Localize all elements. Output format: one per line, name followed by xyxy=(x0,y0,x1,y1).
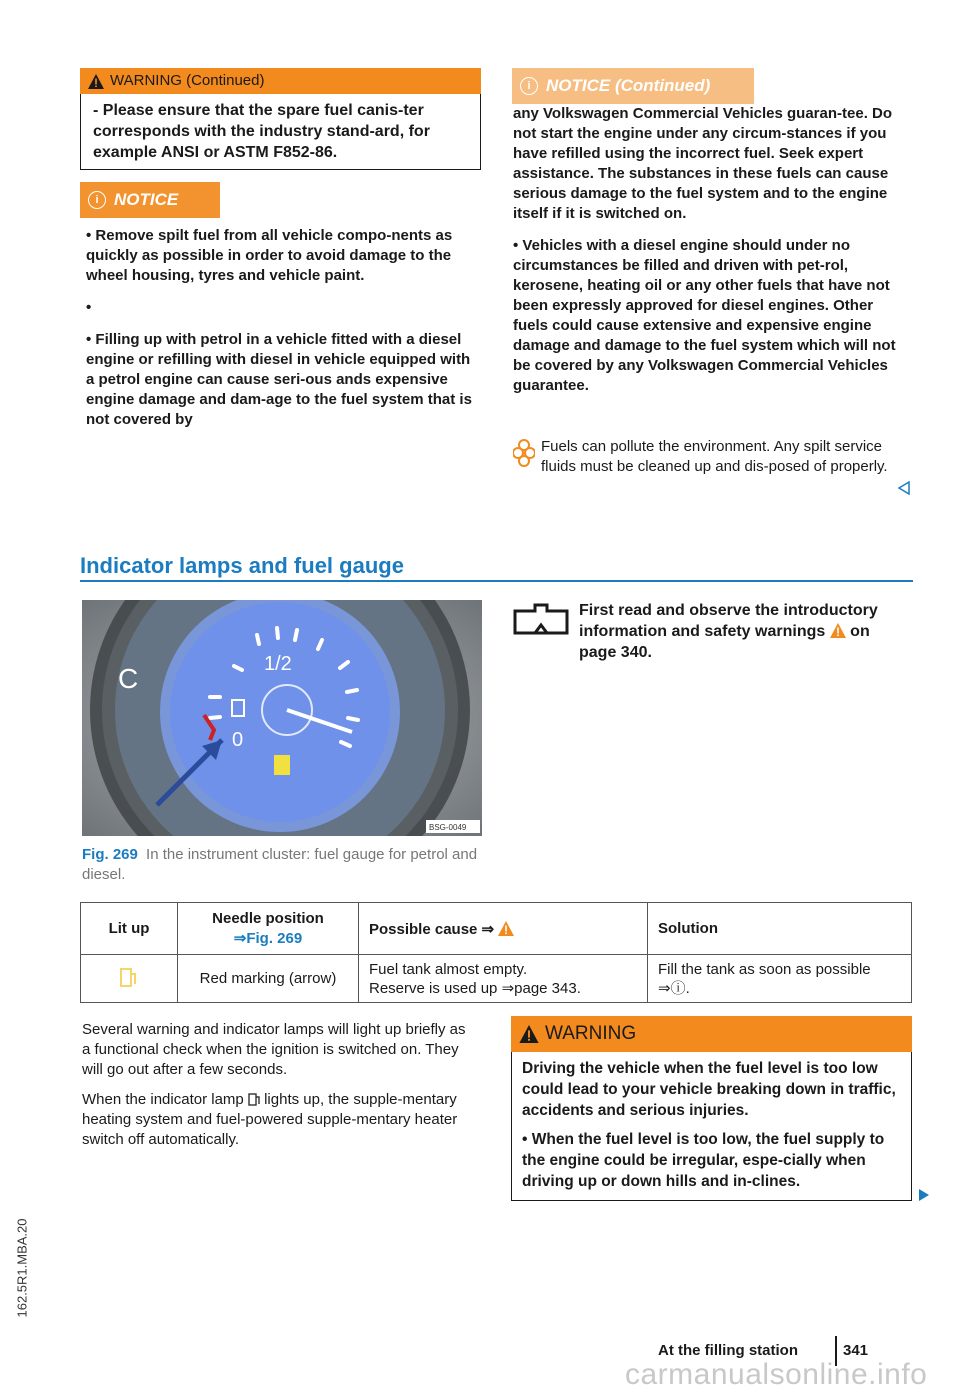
solution-line-2: ⇒ⓘ. xyxy=(658,979,690,997)
cause-line-2: Reserve is used up ⇒page 343. xyxy=(369,979,581,997)
warning-header xyxy=(511,1016,912,1052)
warning-box xyxy=(511,1016,912,1201)
notice-bullet-1: • Remove spilt fuel from all vehicle compo-nents as quickly as possible in order to avoid damage to the wheel housing, tyres and vehicle paint. xyxy=(86,227,453,284)
warning-body xyxy=(511,1052,912,1201)
needle-cell: Red marking (arrow) xyxy=(178,955,359,1003)
col-cause xyxy=(359,903,648,955)
figure-caption-text: In the instrument cluster: fuel gauge for petrol and diesel. xyxy=(82,846,478,883)
section-title: Indicator lamps and fuel gauge xyxy=(80,553,404,578)
notice-left-text xyxy=(86,226,482,430)
intro-text-1: First read and observe the introductory information and safety warnings xyxy=(579,602,878,640)
page-number: 341 xyxy=(843,1342,869,1359)
notice-continued-label xyxy=(512,68,754,104)
warning-para-1: Driving the vehicle when the fuel level is too low could lead to your vehicle breaking down in traffic, accidents and serious injuries. xyxy=(522,1060,896,1119)
notice-label-text: NOTICE xyxy=(114,190,179,209)
fuel-lamp-table xyxy=(80,902,912,1003)
gauge-half-label: 1/2 xyxy=(264,653,292,675)
figure-number: Fig. 269 xyxy=(82,846,138,863)
body-para-2b: lights up, the supple-mentary heating system and fuel-powered supple-mentary heater switch off automatically. xyxy=(82,1091,458,1148)
warning-triangle-icon xyxy=(519,1025,539,1043)
warning-triangle-icon xyxy=(830,623,846,638)
warning-para-2: • When the fuel level is too low, the fuel supply to the engine could be irregular, espe-cially when driving up or down hills and in-clines. xyxy=(522,1131,885,1190)
footer-section: At the filling station xyxy=(658,1342,798,1359)
solution-line-1: Fill the tank as soon as possible xyxy=(658,960,871,978)
intro-text-2: on xyxy=(850,623,870,640)
notice-bullet-2: • xyxy=(86,299,92,316)
section-divider xyxy=(80,580,913,582)
environment-flower-icon xyxy=(513,439,535,479)
notice-bullet-3: • Filling up with petrol in a vehicle fitted with a diesel engine or refilling with diesel in vehicle equipped with a petrol engine can cause seri-ous ands expensive engine damage and dam-age to the fuel system that is not covered by xyxy=(86,331,472,428)
solution-cell xyxy=(648,955,912,1003)
warning-triangle-icon xyxy=(88,74,104,89)
warning-continued-header xyxy=(80,68,481,94)
warning-continued-title: WARNING (Continued) xyxy=(110,72,265,89)
notice-label xyxy=(80,182,220,218)
back-arrow-icon xyxy=(898,481,910,500)
book-icon xyxy=(513,603,569,643)
notice-circle-icon: i xyxy=(88,191,106,209)
warning-title: WARNING xyxy=(545,1023,637,1044)
figure-code: BSG-0049 xyxy=(429,823,467,832)
warning-triangle-icon xyxy=(498,921,514,936)
warning-continued-box xyxy=(80,68,481,170)
notice-continued-label-text: NOTICE (Continued) xyxy=(546,76,711,95)
side-code: 162.5R1.MBA.20 xyxy=(14,1218,30,1318)
figure-caption xyxy=(82,845,482,885)
cause-line-1: Fuel tank almost empty. xyxy=(369,960,528,978)
warning-continued-text: - Please ensure that the spare fuel canis-ter corresponds with the industry stand-ard, for example ANSI or ASTM F852-86. xyxy=(93,102,430,161)
body-para-1: Several warning and indicator lamps will light up briefly as a functional check when the ignition is switched on. They will go out after a few seconds. xyxy=(82,1021,466,1078)
environment-note-text: Fuels can pollute the environment. Any spilt service fluids must be cleaned up and dis-posed of properly. xyxy=(541,438,888,475)
gauge-zero-label: 0 xyxy=(232,729,244,751)
continue-arrow-icon xyxy=(918,1188,930,1207)
col-needle-label: Needle position xyxy=(212,909,324,927)
notice-right-para-1: any Volkswagen Commercial Vehicles guaran-tee. Do not start the engine under any circum-stances if you have refilled using the incorrect fuel. Seek expert assistance. The substances in these fuels can cause serious damage to the fuel system and to the engine itself if it is switched on. xyxy=(513,105,893,222)
body-para-2a: When the indicator lamp xyxy=(82,1091,244,1108)
col-cause-label: Possible cause ⇒ xyxy=(369,920,495,938)
table-header-row xyxy=(81,903,912,955)
body-para-2 xyxy=(82,1090,477,1150)
fuel-gauge-figure xyxy=(82,600,482,836)
warning-continued-body xyxy=(80,94,481,170)
notice-circle-icon: i xyxy=(520,77,538,95)
intro-note xyxy=(513,600,913,663)
notice-right-para-2: • Vehicles with a diesel engine should under no circumstances be filled and driven with pet-rol, kerosene, heating oil or any other fuels that have not been expressly approved for diesel engines. Other fuels could cause extensive and expensive engine damage and damage to the fuel system which will not be covered by any Volkswagen Commercial Vehicles guarantee. xyxy=(513,237,896,394)
fuel-pump-icon xyxy=(248,1092,260,1106)
intro-text-3: page 340. xyxy=(579,644,652,661)
environment-note xyxy=(513,437,913,479)
watermark: carmanualsonline.info xyxy=(625,1358,928,1391)
col-lit-up: Lit up xyxy=(81,903,178,955)
col-needle-ref: ⇒Fig. 269 xyxy=(233,929,303,947)
col-needle xyxy=(178,903,359,955)
fuel-pump-icon xyxy=(119,966,139,988)
body-text xyxy=(82,1020,477,1150)
cause-cell xyxy=(359,955,648,1003)
notice-right-text xyxy=(513,104,911,396)
col-solution: Solution xyxy=(648,903,912,955)
svg-text:C: C xyxy=(118,663,139,694)
table-row xyxy=(81,955,912,1003)
lit-up-cell xyxy=(81,955,178,1003)
